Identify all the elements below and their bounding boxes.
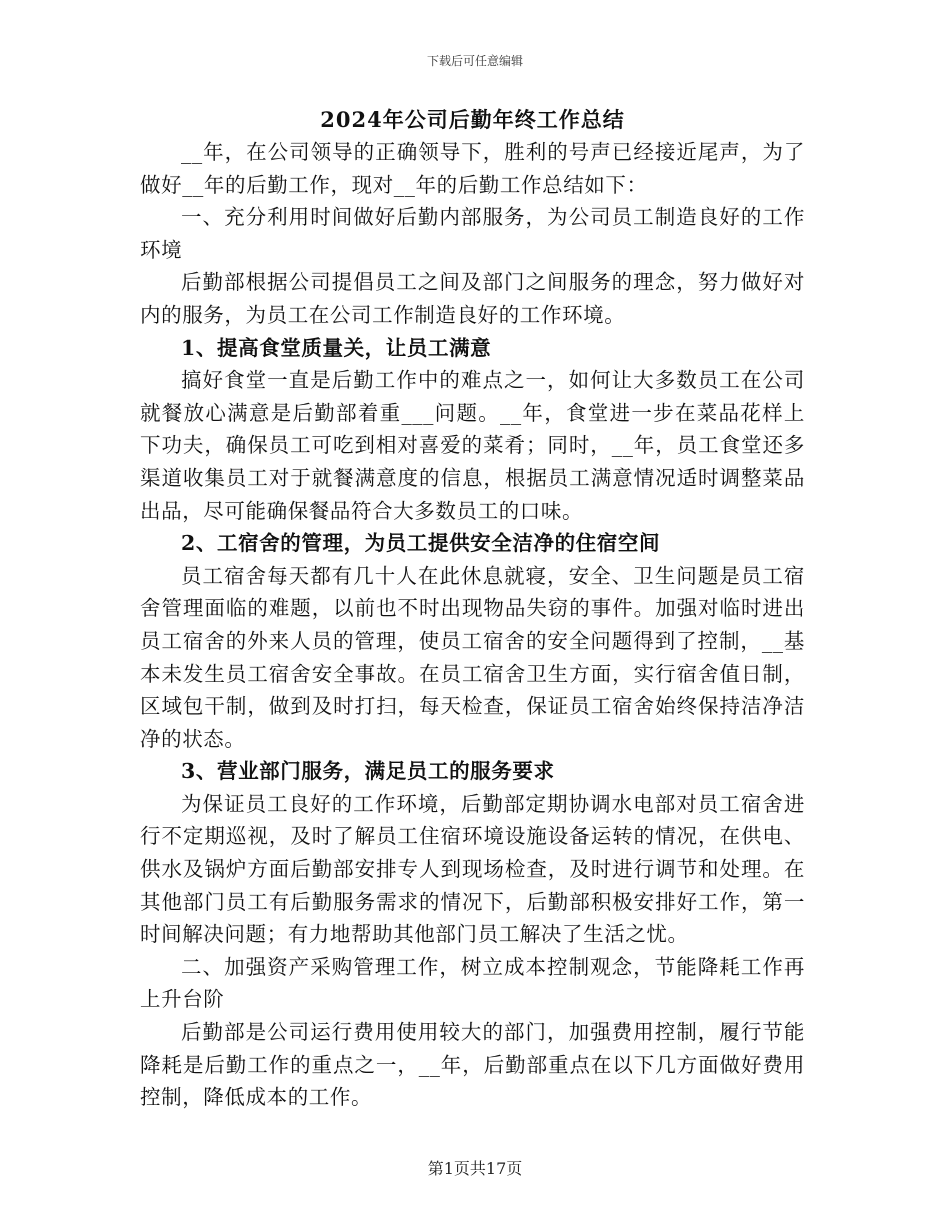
intro-paragraph: __年，在公司领导的正确领导下，胜利的号声已经接近尾声，为了做好__年的后勤工作，现对__年的后勤工作总结如下： <box>140 140 805 197</box>
page-number: 第1页共17页 <box>427 1159 523 1178</box>
section-heading-2: 二、加强资产采购管理工作，树立成本控制观念，节能降耗工作再上升台阶 <box>140 954 805 1012</box>
section-heading-1: 一、充分利用时间做好后勤内部服务，为公司员工制造良好的工作环境 <box>140 205 805 262</box>
service-paragraph: 为保证员工良好的工作环境，后勤部定期协调水电部对员工宿舍进行不定期巡视，及时了解员工住宿环境设施设备运转的情况，在供电、供水及锅炉方面后勤部安排专人到现场检查，及时进行调节和处理。在其他部门员工有后勤服务需求的情况下，后勤部积极安排好工作，第一时间解决问题；有力地帮助其他部门员工解决了生活之忧。 <box>140 791 805 947</box>
document-body <box>140 104 805 1114</box>
document-title: 2024年公司后勤年终工作总结 <box>320 107 625 132</box>
canteen-paragraph: 搞好食堂一直是后勤工作中的难点之一，如何让大多数员工在公司就餐放心满意是后勤部着重___问题。__年，食堂进一步在菜品花样上下功夫，确保员工可吃到相对喜爱的菜肴；同时，__年，员工食堂还多渠道收集员工对于就餐满意度的信息，根据员工满意情况适时调整菜品出品，尽可能确保餐品符合大多数员工的口味。 <box>140 368 805 523</box>
subheading-dormitory: 2、工宿舍的管理，为员工提供安全洁净的住宿空间 <box>181 531 661 556</box>
subheading-service: 3、营业部门服务，满足员工的服务要求 <box>181 759 555 784</box>
section-2-paragraph: 后勤部是公司运行费用使用较大的部门，加强费用控制，履行节能降耗是后勤工作的重点之一，__年，后勤部重点在以下几方面做好费用控制，降低成本的工作。 <box>140 1020 805 1110</box>
page-header-note: 下载后可任意编辑 <box>426 54 523 68</box>
subheading-canteen: 1、提高食堂质量关，让员工满意 <box>181 335 492 360</box>
dormitory-paragraph: 员工宿舍每天都有几十人在此休息就寝，安全、卫生问题是员工宿舍管理面临的难题，以前也不时出现物品失窃的事件。加强对临时进出员工宿舍的外来人员的管理，使员工宿舍的安全问题得到了控制，__基本未发生员工宿舍安全事故。在员工宿舍卫生方面，实行宿舍值日制，区域包干制，做到及时打扫，每天检查，保证员工宿舍始终保持洁净洁净的状态。 <box>140 563 805 751</box>
section-1-paragraph: 后勤部根据公司提倡员工之间及部门之间服务的理念，努力做好对内的服务，为员工在公司工作制造良好的工作环境。 <box>140 270 805 327</box>
